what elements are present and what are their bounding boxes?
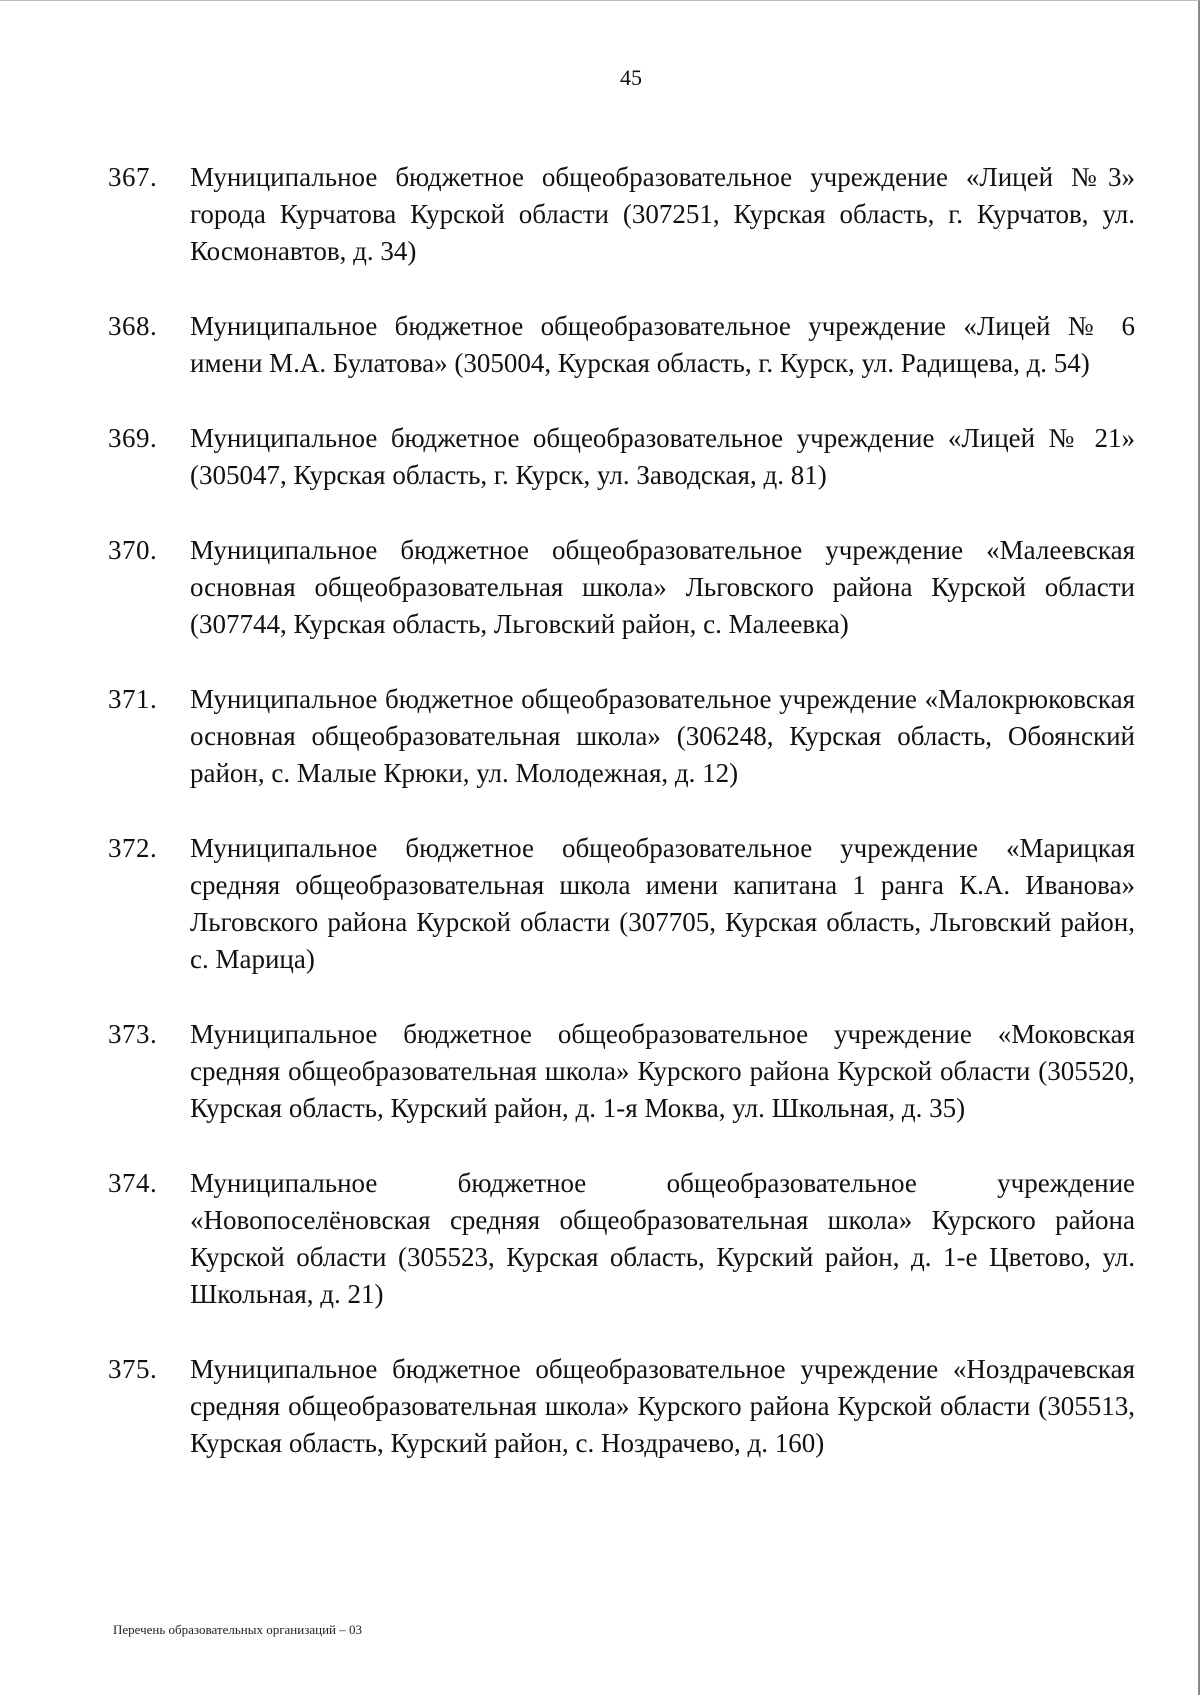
item-text: Муниципальное бюджетное общеобразовательное учреждение «Ноздрачевская средняя общеобразовательная школа» Курского района Курской области (305513, Курская область, Курский район, с. Ноздрачево, д. 160) bbox=[190, 1354, 1135, 1458]
list-item bbox=[108, 1016, 1135, 1127]
item-number: 374. bbox=[108, 1168, 158, 1198]
list-item bbox=[108, 420, 1135, 494]
item-number: 373. bbox=[108, 1019, 158, 1049]
item-text: Муниципальное бюджетное общеобразовательное учреждение «Новопоселёновская средняя общеобразовательная школа» Курского района Курской области (305523, Курская область, Курский район, д. 1-е Цветово, ул. Школьная, д. 21) bbox=[190, 1168, 1135, 1309]
list-item bbox=[108, 159, 1135, 270]
item-text: Муниципальное бюджетное общеобразовательное учреждение «Малокрюковская основная общеобразовательная школа» (306248, Курская область, Обоянский район, с. Малые Крюки, ул. Молодежная, д. 12) bbox=[190, 684, 1135, 788]
item-number: 369. bbox=[108, 423, 158, 453]
list-item bbox=[108, 1165, 1135, 1313]
item-text: Муниципальное бюджетное общеобразовательное учреждение «Моковская средняя общеобразовательная школа» Курского района Курской области (305520, Курская область, Курский район, д. 1-я Моква, ул. Школьная, д. 35) bbox=[190, 1019, 1135, 1123]
page-number: 45 bbox=[620, 65, 642, 90]
list-item bbox=[108, 1351, 1135, 1462]
item-number: 370. bbox=[108, 535, 158, 565]
item-text: Муниципальное бюджетное общеобразовательное учреждение «Лицей №3» города Курчатова Курской области (307251, Курская область, г. Курчатов, ул. Космонавтов, д. 34) bbox=[190, 162, 1135, 266]
item-text: Муниципальное бюджетное общеобразовательное учреждение «Малеевская основная общеобразовательная школа» Льговского района Курской области (307744, Курская область, Льговский район, с. Малеевка) bbox=[190, 535, 1135, 639]
item-number: 368. bbox=[108, 311, 158, 341]
organization-list bbox=[108, 159, 1135, 1500]
item-number: 367. bbox=[108, 162, 158, 192]
item-number: 375. bbox=[108, 1354, 158, 1384]
list-item bbox=[108, 532, 1135, 643]
item-number: 371. bbox=[108, 684, 158, 714]
list-item bbox=[108, 308, 1135, 382]
item-number: 372. bbox=[108, 833, 158, 863]
list-item bbox=[108, 830, 1135, 978]
list-item bbox=[108, 681, 1135, 792]
item-text: Муниципальное бюджетное общеобразовательное учреждение «Лицей № 21» (305047, Курская область, г. Курск, ул. Заводская, д. 81) bbox=[190, 423, 1135, 490]
item-text: Муниципальное бюджетное общеобразовательное учреждение «Марицкая средняя общеобразовательная школа имени капитана 1 ранга К.А. Иванова» Льговского района Курской области (307705, Курская область, Льговский район, с. Марица) bbox=[190, 833, 1135, 974]
page-footer: Перечень образовательных организаций – 03 bbox=[113, 1622, 362, 1637]
item-text: Муниципальное бюджетное общеобразовательное учреждение «Лицей № 6 имени М.А. Булатова» (305004, Курская область, г. Курск, ул. Радищева, д. 54) bbox=[190, 311, 1135, 378]
